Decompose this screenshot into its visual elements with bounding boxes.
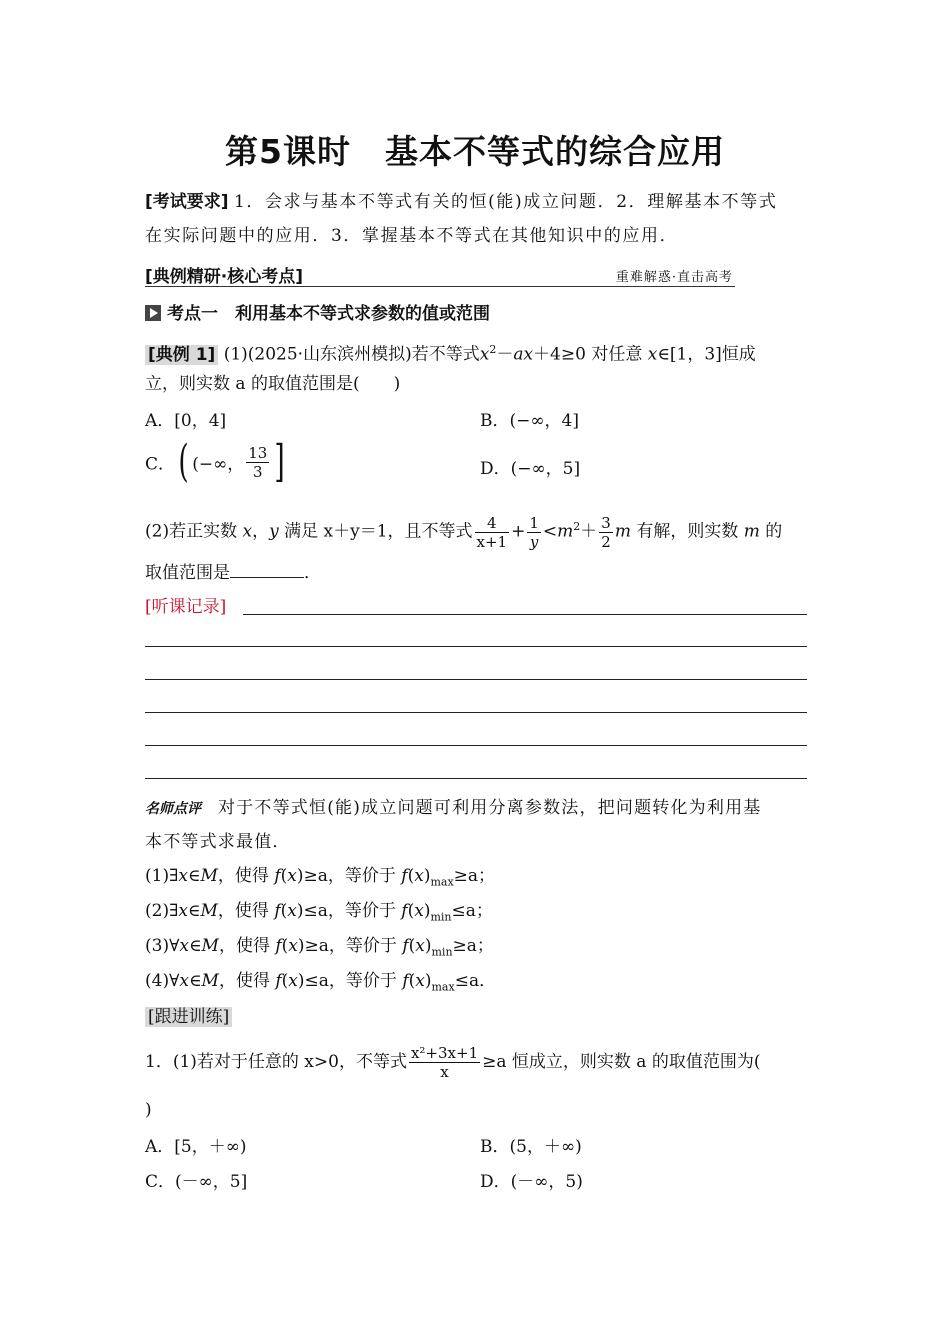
exam-requirements <box>145 185 807 219</box>
section-header <box>145 262 735 287</box>
training-q1 <box>145 1040 807 1084</box>
comment-item-1: (1)∃x∈M，使得 f(x)≥a，等价于 $f(x)_{max}\ge a$； <box>145 866 496 889</box>
part2-line2: 取值范围是 <box>145 563 230 583</box>
training-heading <box>145 1000 807 1034</box>
section-subtitle: 重难解惑·直击高考 <box>615 270 733 285</box>
option-d: D．(−∞，5] <box>480 459 581 479</box>
option-c: C．( (−∞， $\frac{13}{3}$ ] <box>145 436 286 487</box>
part2-cond: 满足 x＋y＝1，且不等式 <box>284 521 473 542</box>
notes-label: [听课记录] <box>145 597 227 617</box>
comment-line1 <box>145 791 807 826</box>
part2-prefix: (2)若正实数 <box>145 521 238 542</box>
fraction-q1: $\frac{\text{x²+3x+1}}{x}$ <box>410 1044 479 1081</box>
notes-line-2[interactable] <box>145 679 807 680</box>
part2-tail2: 的 <box>765 521 783 542</box>
notes-line-4[interactable] <box>145 745 807 746</box>
answer-blank[interactable] <box>230 561 304 578</box>
comment-line2: 本不等式求最值． <box>145 832 291 852</box>
example-label: [典例 1] <box>145 345 218 365</box>
example1-text-a: (1)(2025·山东滨州模拟)若不等式 <box>223 344 480 365</box>
training-label: [跟进训练] <box>145 1007 232 1027</box>
notes-line-3[interactable] <box>145 712 807 713</box>
training-option-b: B．(5，＋∞) <box>480 1137 582 1157</box>
requirements-line2: 在实际问题中的应用．3．掌握基本不等式在其他知识中的应用． <box>145 226 679 246</box>
training-option-d: D．(－∞，5) <box>480 1172 583 1192</box>
play-triangle-icon <box>145 305 161 321</box>
option-a: A．[0，4] <box>145 411 227 431</box>
notes-line-5[interactable] <box>145 778 807 779</box>
option-c-prefix: C． <box>145 454 176 475</box>
q1-tail: ≥a 恒成立，则实数 a 的取值范围为( <box>482 1052 761 1072</box>
section-title: [典例精研·核心考点] <box>145 267 303 287</box>
training-option-a: A．[5，＋∞) <box>145 1137 247 1157</box>
comment-text1: 对于不等式恒(能)成立问题可利用分离参数法，把问题转化为利用基 <box>218 798 762 818</box>
example1-part2: (2)若正实数 x，y 满足 x＋y＝1，且不等式 $\frac{4}{x+1}$ + $\frac{1}{y}$ $<m^2+$ $\frac{3}{2}$ m 有解，则实数 m 的 <box>145 513 783 551</box>
comment-label: 名师点评 <box>145 801 201 817</box>
notes-line-1[interactable] <box>145 646 807 647</box>
kaodian-label: 考点一 <box>167 304 218 324</box>
kaodian-heading <box>145 302 490 326</box>
option-c-left: (−∞， <box>192 454 245 475</box>
part2-tail: 有解，则实数 <box>636 521 739 542</box>
requirements-label: [考试要求] <box>145 192 229 212</box>
page-title: 第5课时 基本不等式的综合应用 <box>225 132 725 171</box>
fraction-13-3: $\frac{13}{3}$ <box>248 443 268 481</box>
example1-text-c: 恒成 <box>721 344 756 365</box>
example1-line2: 立，则实数 a 的取值范围是( ) <box>145 374 401 394</box>
kaodian-text: 利用基本不等式求参数的值或范围 <box>235 304 490 324</box>
example1-line1: [典例 1] (1)(2025·山东滨州模拟)若不等式$x^2-ax+4\ge 0$ 对任意 x∈[1，3]恒成 <box>145 333 807 372</box>
example1-part2-line2: 取值范围是 ． <box>145 563 321 583</box>
notes-line-0[interactable] <box>243 614 807 615</box>
comment-item-2: (2)∃x∈M，使得 f(x)≤a，等价于 $f(x)_{min}\le a$； <box>145 901 493 924</box>
requirements-line1: 1．会求与基本不等式有关的恒(能)成立问题．2．理解基本不等式 <box>233 192 778 212</box>
q1-prefix: 1．(1)若对于任意的 x>0，不等式 <box>145 1052 407 1072</box>
comment-item-4: (4)∀x∈M，使得 f(x)≤a，等价于 $f(x)_{max}\le a$． <box>145 971 497 994</box>
example1-text-b: 对任意 <box>591 344 643 365</box>
comment-item-3: (3)∀x∈M，使得 f(x)≥a，等价于 $f(x)_{min}\ge a$； <box>145 936 494 959</box>
training-option-c: C．(－∞，5] <box>145 1172 248 1192</box>
option-b: B．(−∞，4] <box>480 411 579 431</box>
q1-close: ) <box>145 1100 152 1120</box>
